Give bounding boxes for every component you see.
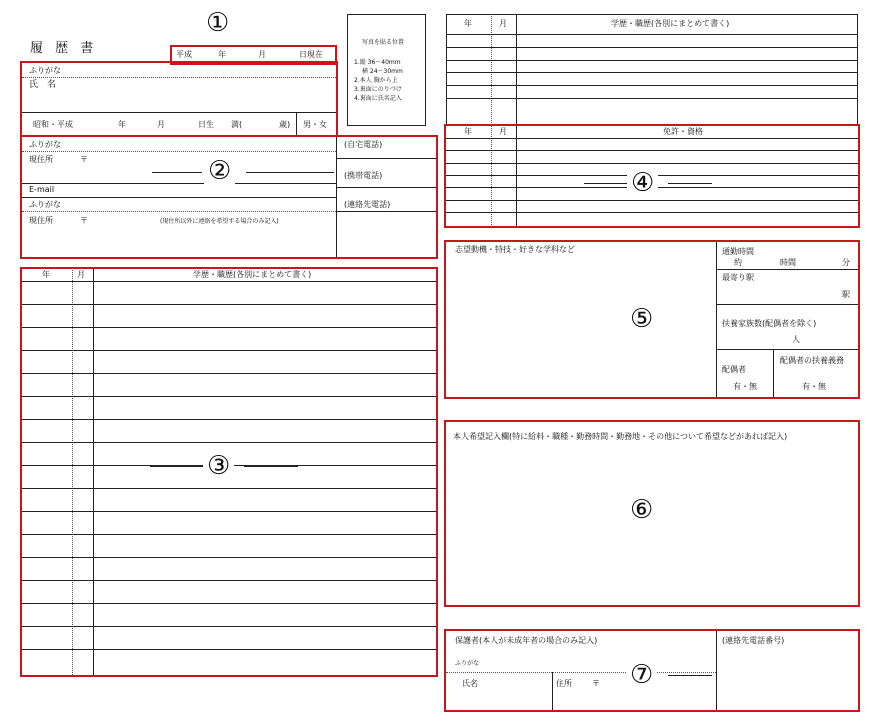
address2-furigana: ふりがな bbox=[29, 200, 61, 209]
mobile-phone-label: (携帯電話) bbox=[344, 171, 383, 180]
marker-2: ② bbox=[204, 158, 235, 184]
spouse-duty-value: 有・無 bbox=[802, 382, 826, 391]
marker-3: ③ bbox=[203, 453, 234, 479]
table-row-line bbox=[446, 47, 858, 48]
guardian-furigana: ふりがな bbox=[455, 660, 480, 667]
commute-label: 通勤時間 bbox=[722, 247, 754, 256]
right-history-month-divider bbox=[516, 14, 517, 125]
age-close: 歳) bbox=[279, 120, 291, 129]
license-year: 年 bbox=[464, 127, 472, 136]
resume-title: 履 歴 書 bbox=[30, 41, 98, 56]
commute-approx: 約 bbox=[734, 258, 742, 267]
guardian-postal: 〒 bbox=[592, 679, 600, 688]
right-history-year: 年 bbox=[464, 19, 472, 28]
license-heading: 免許・資格 bbox=[663, 127, 703, 136]
birth-day: 日生 bbox=[198, 120, 214, 129]
marker-2-line-right bbox=[246, 172, 334, 173]
table-row-line bbox=[446, 72, 858, 73]
marker-3-line-right bbox=[244, 466, 298, 467]
date-day: 日現在 bbox=[299, 50, 323, 59]
address-postal: 〒 bbox=[80, 155, 88, 164]
wishes-heading: 本人希望記入欄(特に給料・職種・勤務時間・勤務地・その他について希望などがあれば記入) bbox=[453, 432, 788, 441]
marker-1: ① bbox=[202, 10, 233, 36]
marker-box-2b bbox=[20, 135, 438, 259]
age-open: 満( bbox=[231, 120, 243, 129]
spouse-value: 有・無 bbox=[733, 382, 757, 391]
birth-era: 昭和・平成 bbox=[33, 120, 73, 129]
address2-postal: 〒 bbox=[80, 216, 88, 225]
table-row-line bbox=[446, 85, 858, 86]
address-furigana: ふりがな bbox=[29, 140, 61, 149]
commute-minutes: 分 bbox=[842, 258, 850, 267]
station-label: 最寄り駅 bbox=[722, 273, 754, 282]
marker-4-line-left bbox=[584, 183, 628, 184]
birth-year: 年 bbox=[118, 120, 126, 129]
station-unit: 駅 bbox=[842, 290, 850, 299]
marker-5: ⑤ bbox=[626, 306, 657, 332]
dependents-unit: 人 bbox=[792, 335, 800, 344]
guardian-contact: (連絡先電話番号) bbox=[722, 636, 785, 645]
date-era: 平成 bbox=[176, 50, 192, 59]
spouse-duty-label: 配偶者の扶養義務 bbox=[780, 356, 844, 365]
marker-7: ⑦ bbox=[626, 662, 657, 688]
left-history-month: 月 bbox=[77, 270, 85, 279]
address2-note: (現住所以外に連絡を希望する場合のみ記入) bbox=[160, 218, 279, 225]
home-phone-label: (自宅電話) bbox=[344, 140, 383, 149]
address2-label: 現住所 bbox=[29, 216, 53, 225]
birth-month: 月 bbox=[157, 120, 165, 129]
photo-line3: 2.本人 胸から上 bbox=[354, 77, 398, 84]
marker-7-line-right bbox=[668, 675, 712, 676]
right-history-heading: 学歴・職歴(各別にまとめて書く) bbox=[611, 19, 730, 28]
right-history-month: 月 bbox=[499, 19, 507, 28]
left-history-heading: 学歴・職歴(各別にまとめて書く) bbox=[193, 270, 312, 279]
dependents-label: 扶養家族数(配偶者を除く) bbox=[722, 319, 817, 328]
contact-phone-label: (連絡先電話) bbox=[344, 200, 391, 209]
personal-name-label: 氏 名 bbox=[29, 80, 57, 90]
marker-6: ⑥ bbox=[626, 497, 657, 523]
photo-line2: 横 24〜30mm bbox=[362, 68, 403, 75]
email-label: E-mail bbox=[29, 185, 55, 194]
marker-4: ④ bbox=[627, 170, 658, 196]
photo-line4: 3.裏面にのりづけ bbox=[354, 86, 402, 93]
date-year: 年 bbox=[218, 50, 226, 59]
address-label: 現住所 bbox=[29, 155, 53, 164]
marker-box-2a bbox=[20, 61, 338, 137]
personal-furigana: ふりがな bbox=[29, 66, 61, 75]
guardian-name: 氏名 bbox=[462, 679, 478, 688]
marker-4-line-right bbox=[668, 183, 712, 184]
table-row-line bbox=[446, 98, 858, 99]
sex-label: 男・女 bbox=[303, 120, 327, 129]
guardian-address: 住所 bbox=[556, 679, 572, 688]
table-row-line bbox=[446, 60, 858, 61]
spouse-label: 配偶者 bbox=[722, 365, 746, 374]
marker-2-line-left bbox=[152, 172, 202, 173]
photo-line1: 1.縦 36〜40mm bbox=[354, 59, 401, 66]
commute-hours: 時間 bbox=[780, 258, 796, 267]
motivation-heading: 志望動機・特技・好きな学科など bbox=[455, 245, 575, 254]
guardian-heading: 保護者(本人が未成年者の場合のみ記入) bbox=[455, 636, 598, 645]
license-month: 月 bbox=[499, 127, 507, 136]
photo-heading: 写真を貼る位置 bbox=[362, 39, 405, 46]
right-history-table bbox=[446, 14, 858, 125]
photo-line5: 4.裏面に氏名記入 bbox=[354, 95, 402, 102]
right-history-year-divider bbox=[491, 14, 492, 125]
left-history-year: 年 bbox=[42, 270, 50, 279]
marker-3-line-left bbox=[150, 466, 204, 467]
table-row-line bbox=[446, 34, 858, 35]
date-month: 月 bbox=[258, 50, 266, 59]
